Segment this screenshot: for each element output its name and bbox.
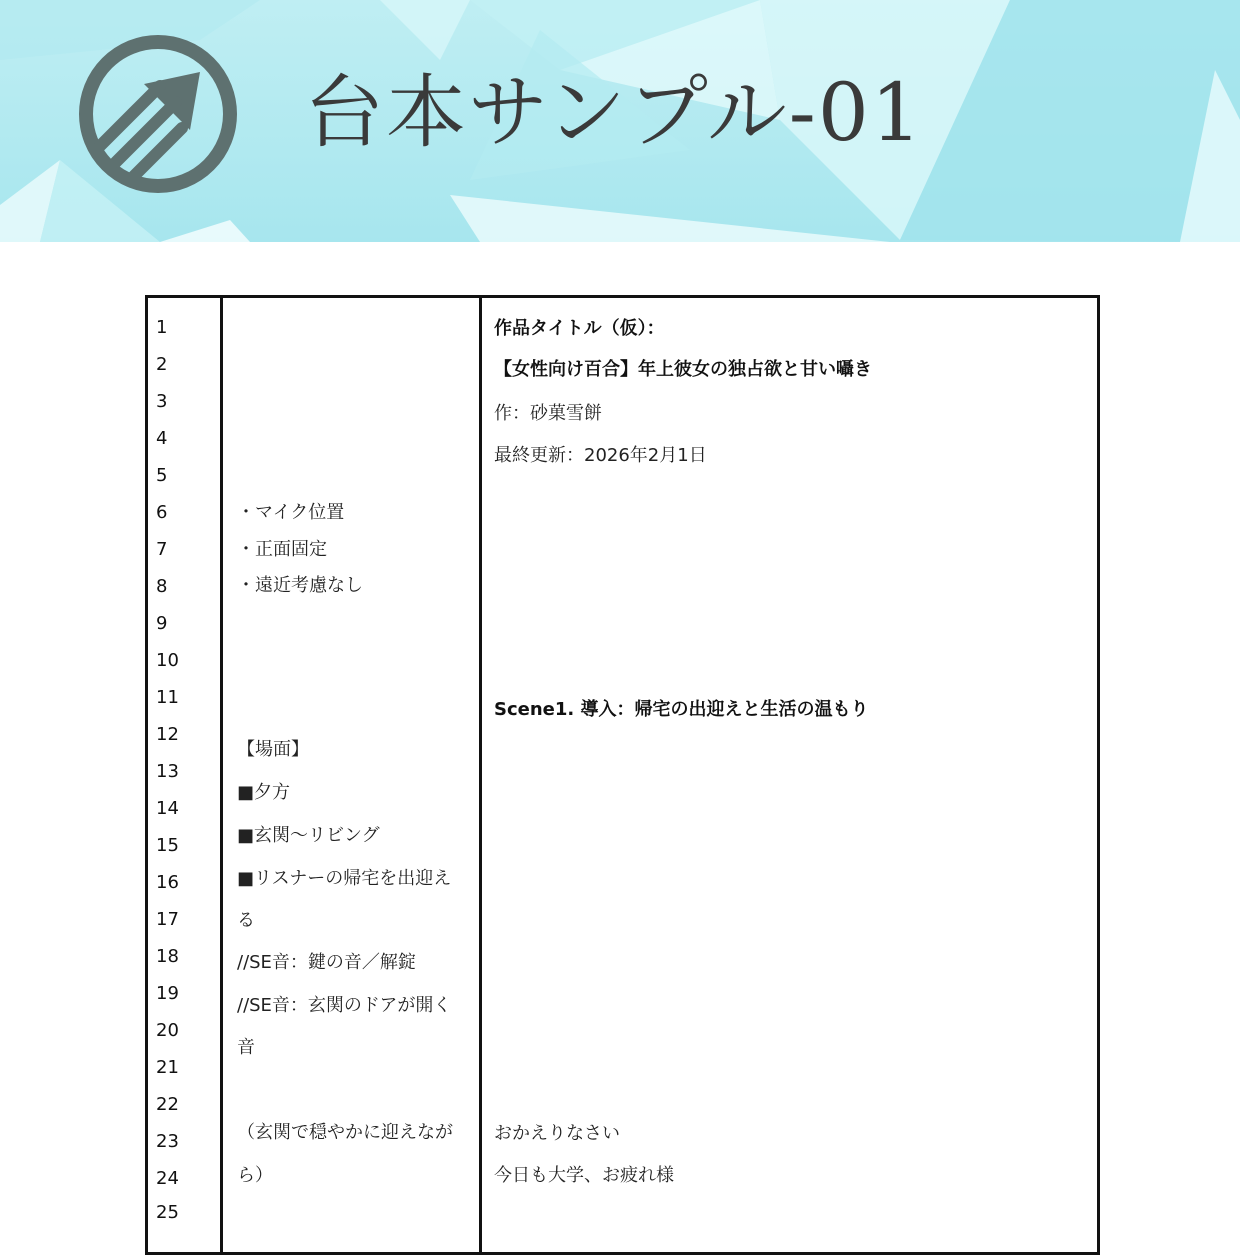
- line-number: 12: [156, 724, 179, 745]
- work-title: 【女性向け百合】年上彼女の独占欲と甘い囁き: [494, 359, 872, 380]
- line-number: 14: [156, 798, 179, 819]
- direction-column: [223, 298, 482, 1252]
- author-line: 作：砂菓雪餅: [494, 403, 602, 424]
- sound-effect-door-cont: 音: [237, 1037, 255, 1058]
- line-number: 16: [156, 872, 179, 893]
- script-table: [145, 295, 1100, 1255]
- direction-front-fixed: ・正面固定: [237, 539, 327, 560]
- updated-line: 最終更新：2026年2月1日: [494, 445, 707, 466]
- line-number: 18: [156, 946, 179, 967]
- scene-title: Scene1. 導入：帰宅の出迎えと生活の温もり: [494, 699, 869, 720]
- line-number: 10: [156, 650, 179, 671]
- dialogue-line: 今日も大学、お疲れ様: [494, 1165, 674, 1186]
- line-number: 13: [156, 761, 179, 782]
- direction-mic-position: ・マイク位置: [237, 502, 345, 523]
- line-number: 24: [156, 1168, 179, 1189]
- pencil-in-circle-icon: [78, 34, 238, 194]
- line-number: 23: [156, 1131, 179, 1152]
- line-number-column: [148, 298, 223, 1252]
- line-number: 5: [156, 465, 168, 486]
- line-number: 9: [156, 613, 168, 634]
- work-title-label: 作品タイトル（仮）：: [494, 318, 665, 339]
- line-number: 6: [156, 502, 168, 523]
- line-number: 11: [156, 687, 179, 708]
- scene-time: ■夕方: [237, 782, 291, 803]
- line-number: 25: [156, 1202, 179, 1223]
- scene-action-cont: る: [237, 910, 255, 931]
- line-number: 21: [156, 1057, 179, 1078]
- header-banner: [0, 0, 1240, 242]
- line-number: 7: [156, 539, 168, 560]
- scene-heading: 【場面】: [237, 739, 309, 760]
- page-title: 台本サンプル-01: [304, 66, 924, 159]
- scene-action: ■リスナーの帰宅を出迎え: [237, 868, 452, 889]
- line-number: 3: [156, 391, 168, 412]
- sound-effect-door: //SE音：玄関のドアが開く: [237, 995, 452, 1016]
- stage-note-cont: ら）: [237, 1165, 273, 1186]
- line-number: 4: [156, 428, 168, 449]
- line-number: 22: [156, 1094, 179, 1115]
- dialogue-line: おかえりなさい: [494, 1123, 620, 1144]
- line-number: 2: [156, 354, 168, 375]
- line-number: 1: [156, 317, 168, 338]
- line-number: 17: [156, 909, 179, 930]
- line-number: 15: [156, 835, 179, 856]
- scene-place: ■玄関～リビング: [237, 825, 380, 846]
- line-number: 20: [156, 1020, 179, 1041]
- direction-no-distance: ・遠近考慮なし: [237, 575, 363, 596]
- sound-effect-key: //SE音：鍵の音／解錠: [237, 952, 416, 973]
- stage-note: （玄関で穏やかに迎えなが: [237, 1122, 453, 1143]
- line-number: 19: [156, 983, 179, 1004]
- dialogue-column: [482, 298, 1097, 1252]
- line-number: 8: [156, 576, 168, 597]
